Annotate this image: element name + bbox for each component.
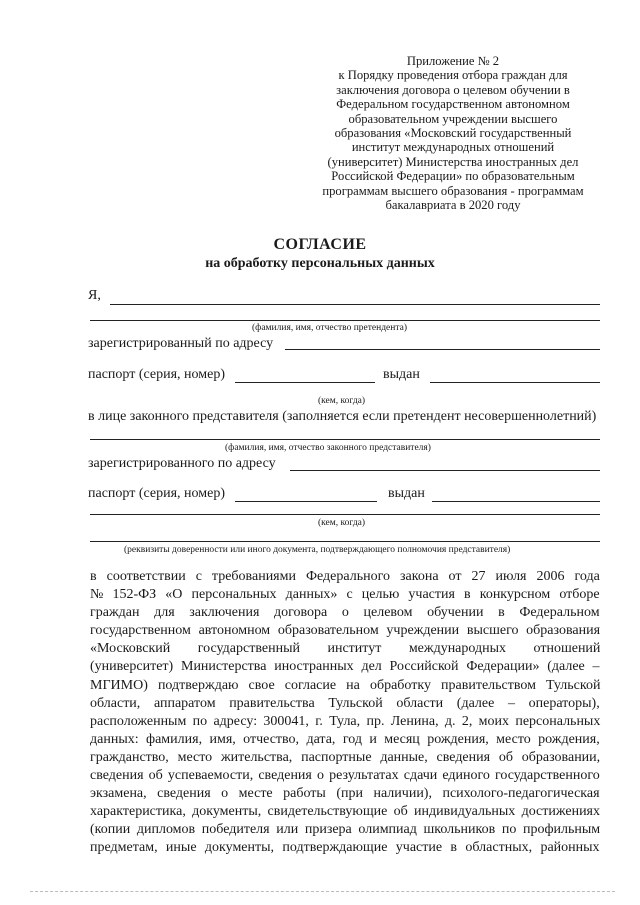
appendix-line: Федеральном государственном автономном (336, 97, 570, 112)
rep-passport-label: паспорт (серия, номер) (88, 486, 225, 501)
i-label: Я, (88, 288, 101, 303)
representative-name-line[interactable] (90, 439, 600, 440)
rep-issued-label: выдан (388, 486, 425, 501)
registered-address-line[interactable] (285, 349, 600, 350)
issued-label: выдан (383, 367, 420, 382)
body-line: (университет) Министерства иностранных дел Российской Федерации» (далее – (90, 659, 600, 675)
body-line: характеристика, документы, свидетельствующие об индивидуальных достижениях (90, 804, 601, 820)
body-line: (копии дипломов победителя или призера олимпиад школьников по профильным (90, 822, 601, 838)
passport-number-line[interactable] (235, 382, 375, 383)
appendix-line: образовательном учреждении высшего (348, 111, 558, 126)
appendix-line: образования «Московский государственный (334, 126, 572, 141)
body-line: в соответствии с требованиями Федерального закона от 27 июля 2006 года (90, 569, 600, 584)
appendix-header (312, 54, 594, 212)
appendix-line: бакалавриата в 2020 году (385, 198, 521, 213)
power-of-attorney-line[interactable] (90, 541, 600, 542)
appendix-line: (университет) Министерства иностранных дел (327, 154, 579, 169)
body-line: гражданство, место жительства, паспортные данные, сведения об образовании, (90, 749, 601, 765)
body-line: «Московский государственный институт международных отношений (90, 641, 601, 657)
body-line: предметам, иные документы, подтверждающие участие в областных, районных (90, 840, 600, 856)
rep-issued-line[interactable] (432, 501, 600, 502)
passport-label: паспорт (серия, номер) (88, 367, 225, 382)
consent-body-text (90, 568, 600, 858)
rep-issued-line-2[interactable] (90, 514, 600, 515)
rep-passport-number-line[interactable] (235, 501, 377, 502)
appendix-line: программам высшего образования - программам (322, 183, 584, 198)
body-line: области, аппаратом правительства Тульской области (далее – операторы), (90, 695, 600, 711)
rep-issued-caption: (кем, когда) (318, 518, 366, 528)
applicant-name-line-2[interactable] (90, 320, 600, 321)
body-line: № 152-ФЗ «О персональных данных» с целью участия в конкурсном отборе (90, 587, 600, 603)
body-line: данных: фамилия, имя, отчество, дата, год и месяц рождения, место рождения, (90, 731, 600, 747)
issued-line[interactable] (430, 382, 600, 383)
registered-address-label: зарегистрированный по адресу (88, 336, 274, 351)
rep-registered-address-label: зарегистрированного по адресу (88, 456, 276, 471)
issued-caption: (кем, когда) (318, 396, 366, 406)
body-line: сведения об успеваемости, сведения о результатах сдачи единого государственного (90, 768, 600, 784)
appendix-line: заключения договора о целевом обучении в (336, 82, 570, 97)
rep-registered-address-line[interactable] (290, 470, 600, 471)
body-line: расположенным по адресу: 300041, г. Тула, пр. Ленина, д. 2, моих персональных (90, 713, 601, 729)
body-line: граждан для заключения договора о целевом обучении в Федеральном (90, 605, 600, 621)
representative-label: в лице законного представителя (заполняется если претендент несовершеннолетний) (88, 409, 597, 424)
appendix-line: институт международных отношений (351, 140, 555, 155)
appendix-line: к Порядку проведения отбора граждан для (338, 68, 568, 83)
document-subtitle: на обработку персональных данных (205, 256, 435, 271)
appendix-line: Приложение № 2 (406, 54, 500, 68)
power-of-attorney-caption: (реквизиты доверенности или иного документа, подтверждающего полномочия представителя) (124, 545, 511, 555)
page-bottom-divider (30, 891, 615, 892)
rep-fio-caption: (фамилия, имя, отчество законного представителя) (225, 443, 431, 453)
applicant-name-line[interactable] (110, 304, 600, 305)
body-line: МГИМО) подтверждаю свое согласие на обработку правительством Тульской (90, 677, 601, 693)
document-title: СОГЛАСИЕ (273, 236, 367, 253)
appendix-line: Российской Федерации» по образовательным (331, 169, 575, 184)
fio-caption: (фамилия, имя, отчество претендента) (252, 323, 407, 333)
body-line: государственном автономном образовательном учреждении высшего образования (90, 623, 601, 639)
body-line: экзамена, сведения о месте работы (при наличии), психолого-педагогическая (90, 786, 600, 802)
